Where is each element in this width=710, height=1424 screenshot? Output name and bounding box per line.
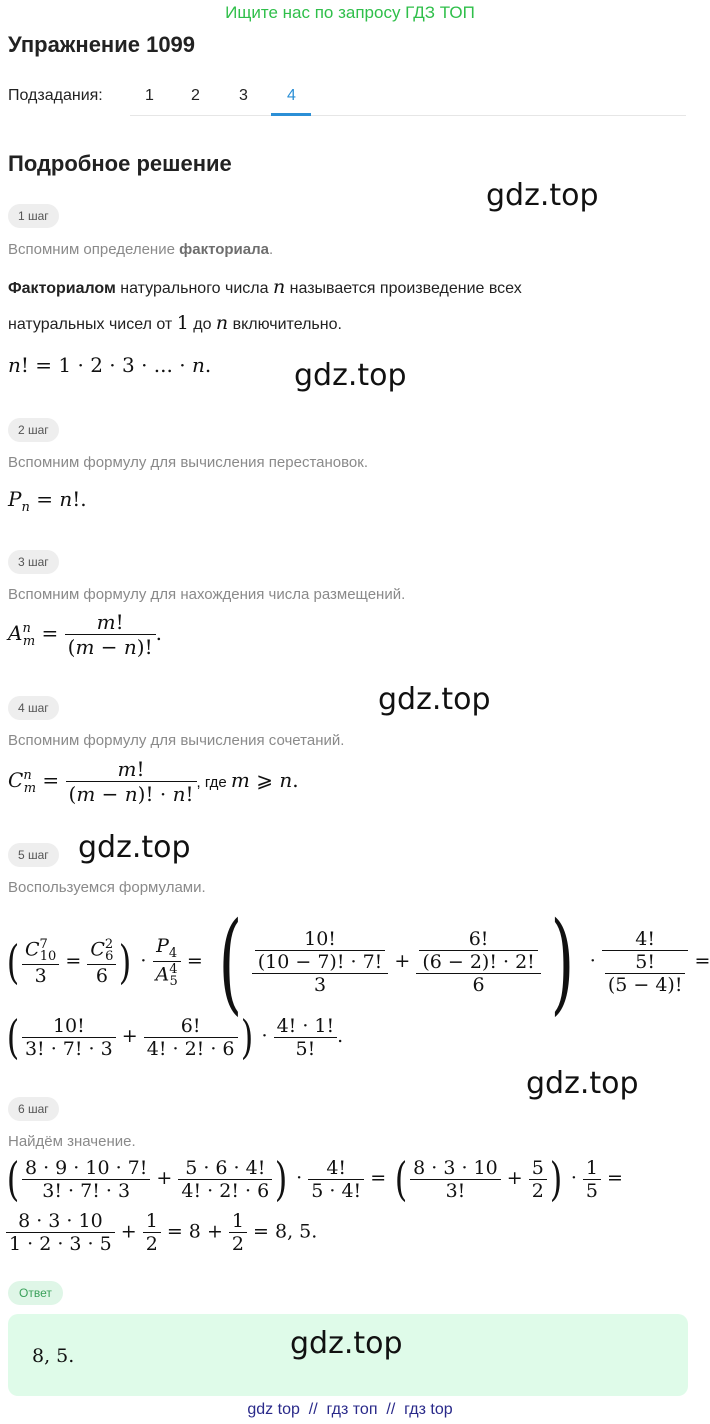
watermark: gdz.top (290, 1326, 403, 1361)
step-note: Найдём значение. (8, 1133, 136, 1150)
section-title: Подробное решение (8, 151, 232, 176)
step-note: Вспомним формулу для нахождения числа размещений. (8, 586, 406, 603)
watermark: gdz.top (486, 178, 599, 213)
step6-expression-line2: $\frac{8 \cdot 3 \cdot 10}{1 \cdot 2 \cdot 3 \cdot 5}$ + $\frac{1}{2}$ = 8 + $\frac{1}{2}$ = 8, 5. (6, 1210, 317, 1255)
watermark: gdz.top (294, 358, 407, 393)
step-badge: 3 шаг (8, 550, 59, 574)
watermark: gdz.top (526, 1066, 639, 1101)
subtasks-label: Подзадания: (8, 87, 103, 104)
watermark: gdz.top (378, 682, 491, 717)
step5-expression-line1: ( $\frac{C^7_{10}}{3}$ = $\frac{C^2_6}{6}$ ) · $\frac{P_4}{A^4_5}$ = ( $\frac{\frac{10!}{(10 - 7)! \cdot 7!}}{3}$ + $\frac{\frac{6!}{(6 - 2)! \cdot 2!}}{6}$ ) · $\frac{4!}{\frac{5!}{(5 - 4)!}}$ = (6, 898, 710, 1026)
step-note: Воспользуемся формулами. (8, 879, 206, 896)
step5-expression-line2: ( $\frac{10!}{3! \cdot 7! \cdot 3}$ + $\frac{6!}{4! \cdot 2! \cdot 6}$ ) · $\frac{4! \cdot 1!}{5!}$ . (6, 1010, 344, 1064)
watermark: gdz.top (78, 830, 191, 865)
step-badge: 1 шаг (8, 204, 59, 228)
combination-formula: $C^n_m$ = $\frac{m!}{(m - n)! \cdot n!}$ , где m ⩾ n. (8, 757, 299, 806)
tab-subtask-3[interactable]: 3 (239, 87, 248, 104)
tabs-divider (130, 115, 686, 116)
step-note: Вспомним определение факториала. (8, 241, 274, 258)
permutation-formula: $P_n = n$!. (8, 487, 87, 515)
footer-links[interactable]: gdz top // гдз топ // гдз top (247, 1401, 453, 1418)
step-note: Вспомним формулу для вычисления сочетаний. (8, 732, 345, 749)
step-badge: 6 шаг (8, 1097, 59, 1121)
step6-expression-line1: ( $\frac{8 \cdot 9 \cdot 10 \cdot 7!}{3! \cdot 7! \cdot 3}$ + $\frac{5 \cdot 6 \cdot 4!}{4! \cdot 2! \cdot 6}$ ) · $\frac{4!}{5 \cdot 4!}$ = ( $\frac{8 \cdot 3 \cdot 10}{3!}$ + $\frac{5}{2}$ ) · $\frac{1}{5}$ = (6, 1152, 623, 1206)
active-tab-indicator (271, 113, 311, 116)
tab-subtask-2[interactable]: 2 (191, 87, 200, 104)
tab-subtask-4[interactable]: 4 (287, 87, 296, 104)
top-banner[interactable]: Ищите нас по запросу ГДЗ ТОП (225, 3, 475, 22)
answer-value: 8, 5. (32, 1345, 75, 1367)
arrangement-formula: $A^n_m$ = $\frac{m!}{(m - n)!}$ . (8, 610, 162, 659)
answer-badge: Ответ (8, 1281, 63, 1305)
definition-line-2: натуральных чисел от 1 до n включительно. (8, 312, 342, 334)
tab-subtask-1[interactable]: 1 (145, 87, 154, 104)
definition-line-1: Факториалом натурального числа n называется произведение всех (8, 276, 522, 298)
step-badge: 2 шаг (8, 418, 59, 442)
factorial-formula: n! = 1 · 2 · 3 · ... · n. (8, 353, 212, 377)
page-title: Упражнение 1099 (8, 32, 196, 57)
step-badge: 5 шаг (8, 843, 59, 867)
step-note: Вспомним формулу для вычисления перестановок. (8, 454, 368, 471)
step-badge: 4 шаг (8, 696, 59, 720)
